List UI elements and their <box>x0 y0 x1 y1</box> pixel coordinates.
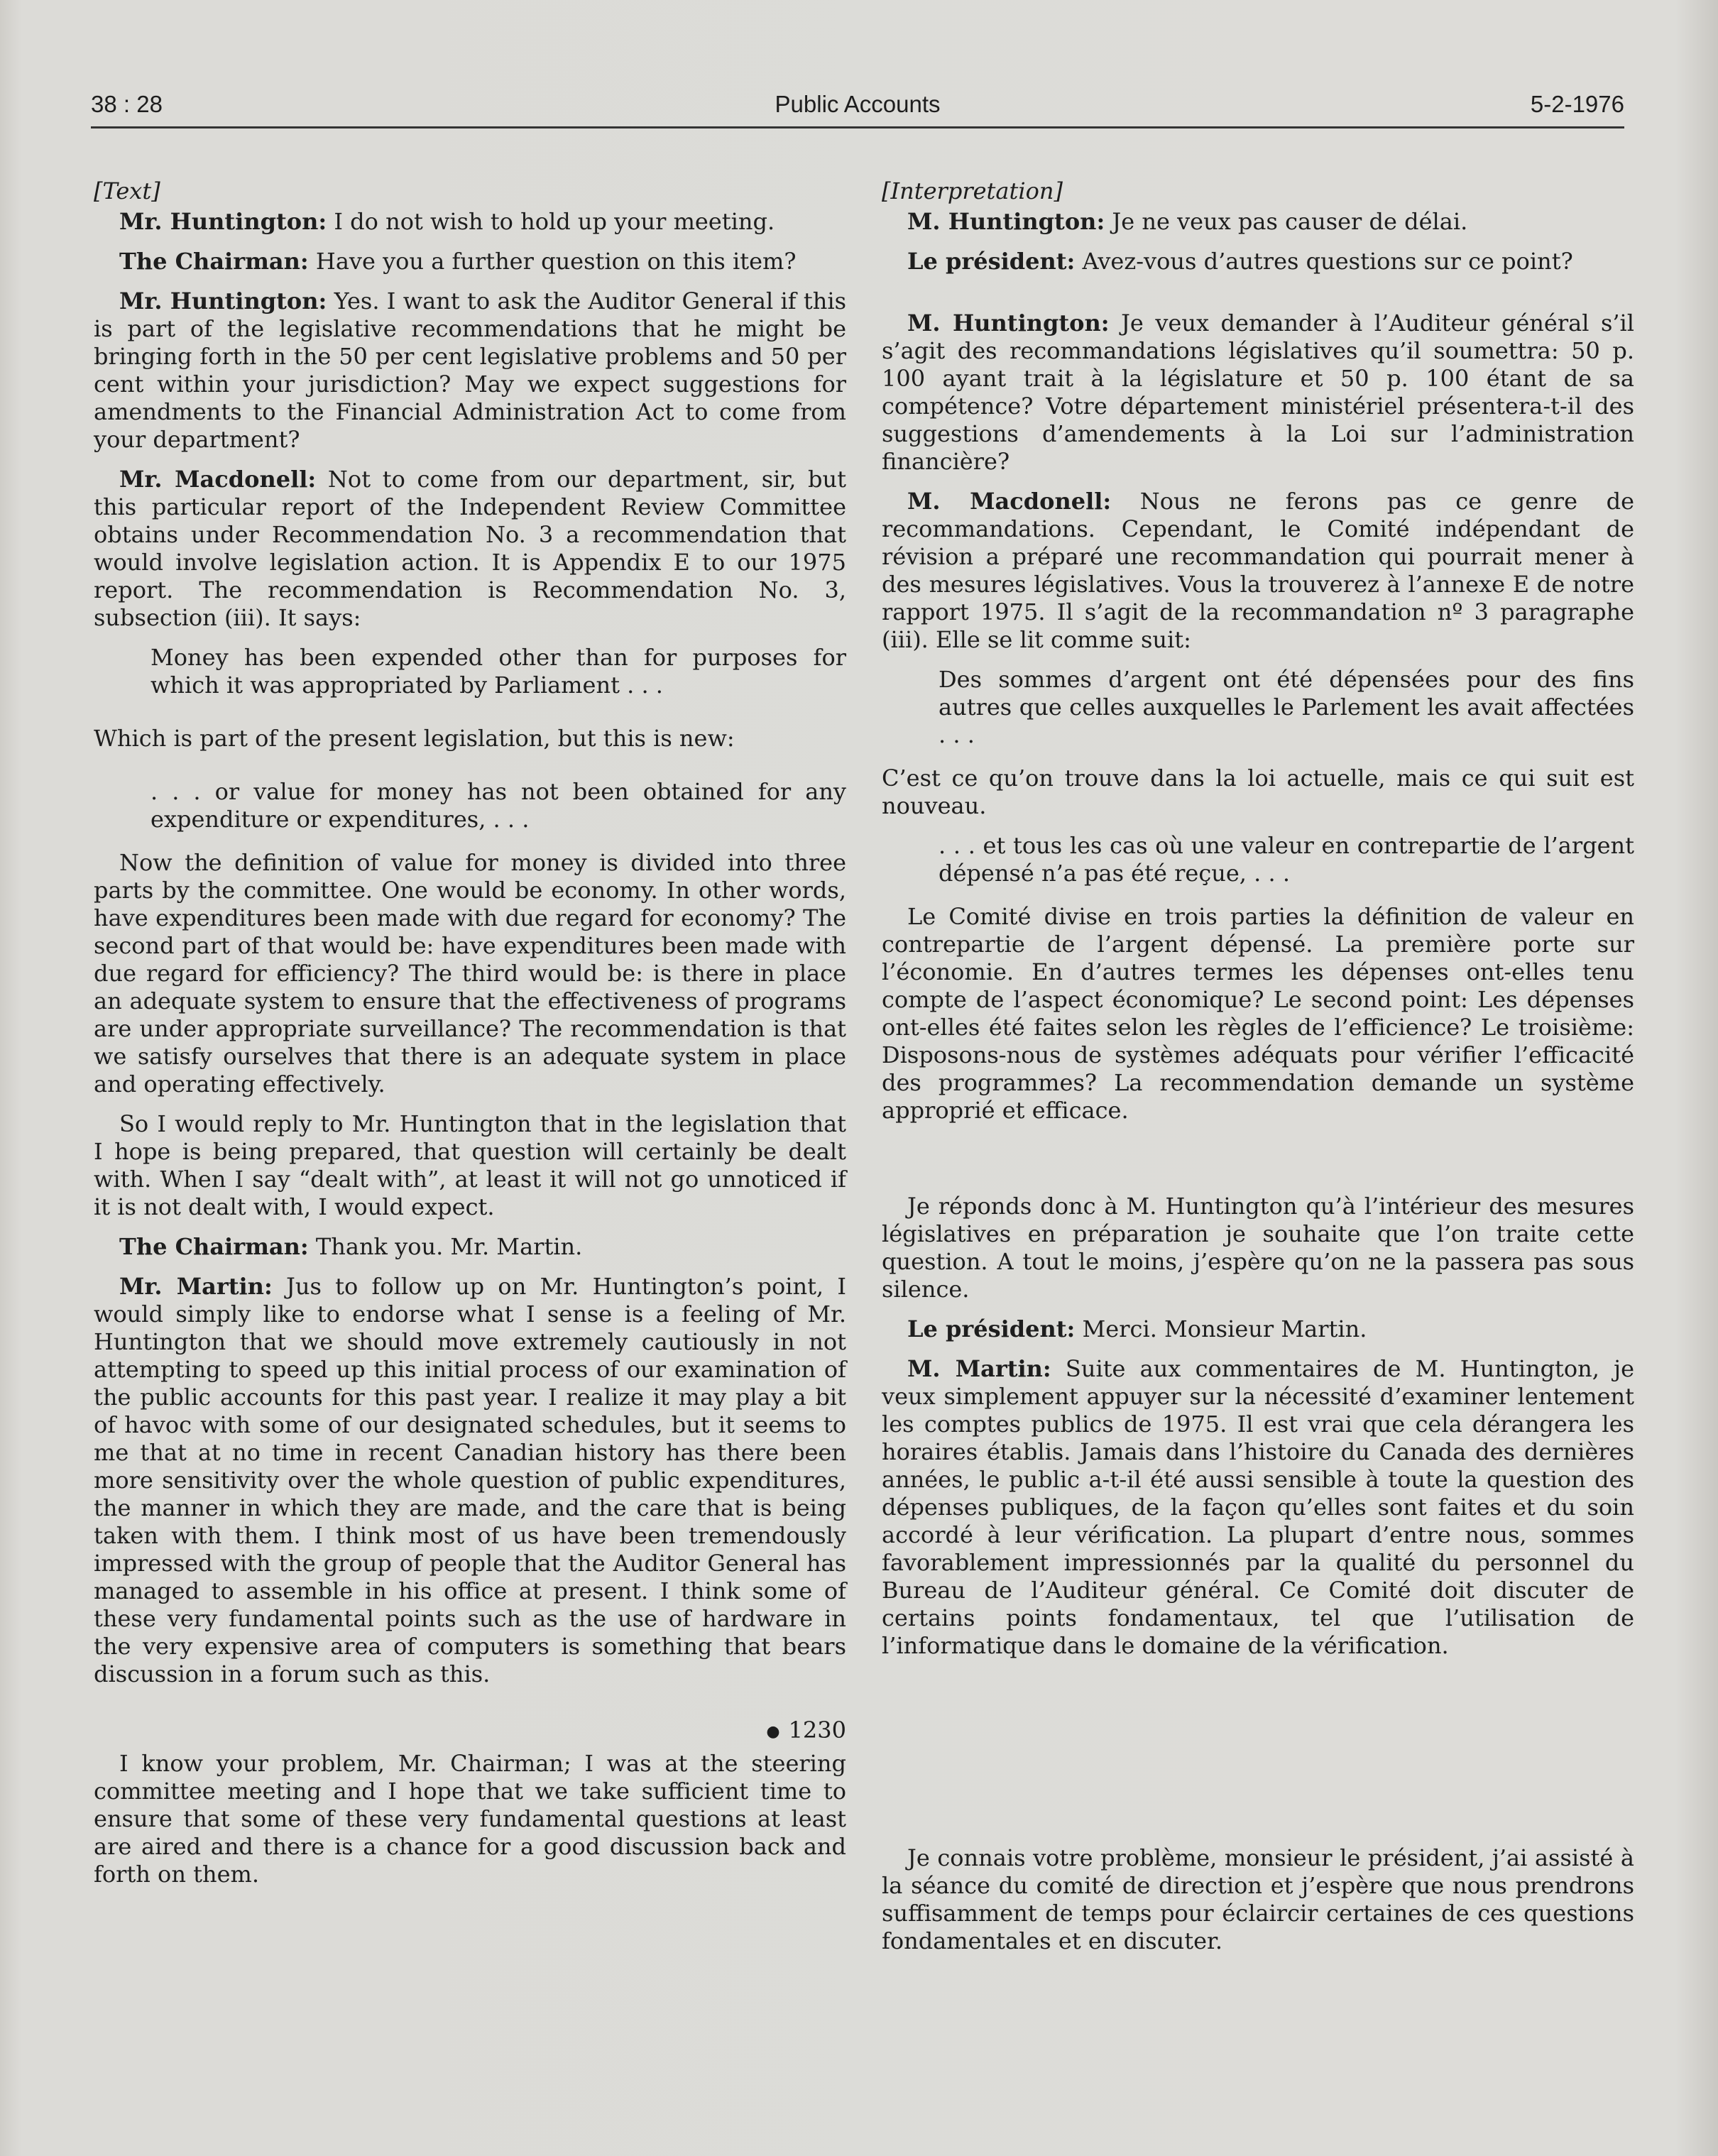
text-tag: [Text] <box>94 177 160 204</box>
paragraph: Mr. Huntington: Yes. I want to ask the Auditor General if this is part of the legislative recommendations that he might be bringing forth in the 50 per cent legislative problems and 50 per cent within your jurisdiction? May we expect suggestions for amendments to the Financial Administration Act to come from your department? <box>94 288 847 453</box>
running-title: Public Accounts <box>775 91 941 117</box>
paragraph: Je connais votre problème, monsieur le président, j’ai assisté à la séance du comité de direction et j’espère que nous prendrons suffisamment de temps pour éclaircir certaines de ces questions fondamentales et en discuter. <box>882 1844 1634 1954</box>
paragraph: M. Martin: Suite aux commentaires de M. Huntington, je veux simplement appuyer sur la nécessité d’examiner lentement les comptes publics de 1975. Il est vrai que cela dérangera les horaires établis. Jamais dans l’histoire du Canada des dernières années, le public a-t-il été aussi sensible à toute la question des dépenses publiques, de la façon qu’elles sont faites et du soin accordé à leur vérification. La plupart d’entre nous, sommes favorablement impressionnés par la qualité du personnel du Bureau de l’Auditeur général. Ce Comité doit discuter de certains points fondamentaux, tel que l’utilisation de l’informatique dans le domaine de la vérification. <box>882 1355 1635 1659</box>
speaker: M. Macdonell: <box>907 488 1112 515</box>
speaker: The Chairman: <box>119 248 309 275</box>
paragraph: So I would reply to Mr. Huntington that in the legislation that I hope is being prepared, that question will certainly be dealt with. When I say “dealt with”, at least it will not go unnoticed if it is not dealt with, I would expect. <box>94 1110 846 1220</box>
paragraph: Which is part of the present legislation, but this is new: <box>94 725 735 752</box>
paragraph: Je réponds donc à M. Huntington qu’à l’intérieur des mesures législatives en préparation je souhaite que l’on traite cette question. A tout le moins, j’espère qu’on ne la passera pas sous silence. <box>882 1193 1634 1303</box>
paragraph: M. Macdonell: Nous ne ferons pas ce genre de recommandations. Cependant, le Comité indépendant de révision a préparé une recommandation qui pourrait mener à des mesures législatives. Vous la trouverez à l’annexe E de notre rapport 1975. Il s’agit de la recommandation nº 3 paragraphe (iii). Elle se lit comme suit: <box>882 488 1635 653</box>
paragraph: I know your problem, Mr. Chairman; I was at the steering committee meeting and I hope that we take sufficient time to ensure that some of these very fundamental questions at least are aired and there is a chance for a good discussion back and forth on them. <box>94 1750 846 1888</box>
paragraph: The Chairman: Thank you. Mr. Martin. <box>119 1233 583 1260</box>
speaker: Mr. Huntington: <box>119 208 327 235</box>
page-number: 38 : 28 <box>91 91 163 117</box>
paragraph: Mr. Martin: Jus to follow up on Mr. Huntington’s point, I would simply like to endorse what I sense is a feeling of Mr. Huntington that we should move extremely cautiously in not attempting to speed up this initial process of our examination of the public accounts for this past year. I realize it may play a bit of havoc with some of our designated schedules, but it seems to me that at no time in recent Canadian history has there been more sensitivity over the whole question of public expenditures, the manner in which they are made, and the care that is being taken with them. I think most of us have been tremendously impressed with the group of people that the Auditor General has managed to assemble in his office at present. I think some of these very fundamental points such as the use of hardware in the very expensive area of computers is something that bears discussion in a forum such as this. <box>94 1273 847 1687</box>
page-header <box>91 84 1624 128</box>
paragraph: Le Comité divise en trois parties la définition de valeur en contrepartie de l’argent dépensé. La première porte sur l’économie. En d’autres termes les dépenses ont-elles tenu compte de l’aspect économique? Le second point: Les dépenses ont-elles été faites selon les règles de l’efficience? Le troisième: Disposons-nous de systèmes adéquats pour vérifier l’efficacité des programmes? La recommendation demande un système approprié et efficace. <box>882 903 1634 1124</box>
paragraph: Mr. Macdonell: Not to come from our department, sir, but this particular report of the Independent Review Committee obtains under Recommendation No. 3 a recommendation that would involve legislation action. It is Appendix E to our 1975 report. The recommendation is Recommendation No. 3, subsection (iii). It says: <box>94 466 847 631</box>
paragraph: Le président: Avez-vous d’autres questions sur ce point? <box>907 248 1573 275</box>
quotation: Money has been expended other than for purposes for which it was appropriated by Parliament . . . <box>151 644 846 699</box>
paragraph: M. Huntington: Je veux demander à l’Auditeur général s’il s’agit des recommandations législatives qu’il soumettra: 50 p. 100 ayant trait à la législature et 50 p. 100 étant de sa compétence? Votre département ministériel présentera-t-il des suggestions d’amendements à la Loi sur l’administration financière? <box>882 310 1635 475</box>
english-column <box>94 177 846 1900</box>
quotation: Des sommes d’argent ont été dépensées pour des fins autres que celles auxquelles le Parlement les avait affectées . . . <box>939 666 1634 748</box>
paragraph: Now the definition of value for money is divided into three parts by the committee. One would be economy. In other words, have expenditures been made with due regard for economy? The second part of that would be: have expenditures been made with due regard for efficiency? The third would be: is there in place an adequate system to ensure that the effectiveness of programs are under appropriate surveillance? The recommendation is that we satisfy ourselves that there is an adequate system in place and operating effectively. <box>94 849 846 1098</box>
speaker: Le président: <box>907 248 1076 275</box>
speaker: Mr. Martin: <box>119 1273 273 1300</box>
speaker: M. Huntington: <box>907 310 1110 336</box>
paragraph: Mr. Huntington: I do not wish to hold up your meeting. <box>119 208 775 235</box>
paragraph: Le président: Merci. Monsieur Martin. <box>907 1315 1367 1342</box>
paragraph: The Chairman: Have you a further question on this item? <box>119 248 797 275</box>
interpretation-tag: [Interpretation] <box>882 177 1063 204</box>
speaker: Mr. Huntington: <box>119 288 327 314</box>
quotation: . . . or value for money has not been obtained for any expenditure or expenditures, . . . <box>151 778 846 833</box>
speaker: M. Martin: <box>907 1355 1051 1382</box>
page-date: 5-2-1976 <box>1530 91 1624 117</box>
speaker: The Chairman: <box>119 1233 309 1260</box>
speaker: Le président: <box>907 1315 1076 1342</box>
paragraph: C’est ce qu’on trouve dans la loi actuelle, mais ce qui suit est nouveau. <box>882 765 1634 819</box>
paragraph: M. Huntington: Je ne veux pas causer de délai. <box>907 208 1468 235</box>
french-column <box>882 177 1634 1967</box>
quotation: . . . et tous les cas où une valeur en contrepartie de l’argent dépensé n’a pas été reçue, . . . <box>939 832 1634 887</box>
speaker: Mr. Macdonell: <box>119 466 317 493</box>
bullet-icon: ● <box>766 1723 780 1741</box>
speaker: M. Huntington: <box>907 208 1105 235</box>
time-marker: ● 1230 <box>766 1717 846 1744</box>
